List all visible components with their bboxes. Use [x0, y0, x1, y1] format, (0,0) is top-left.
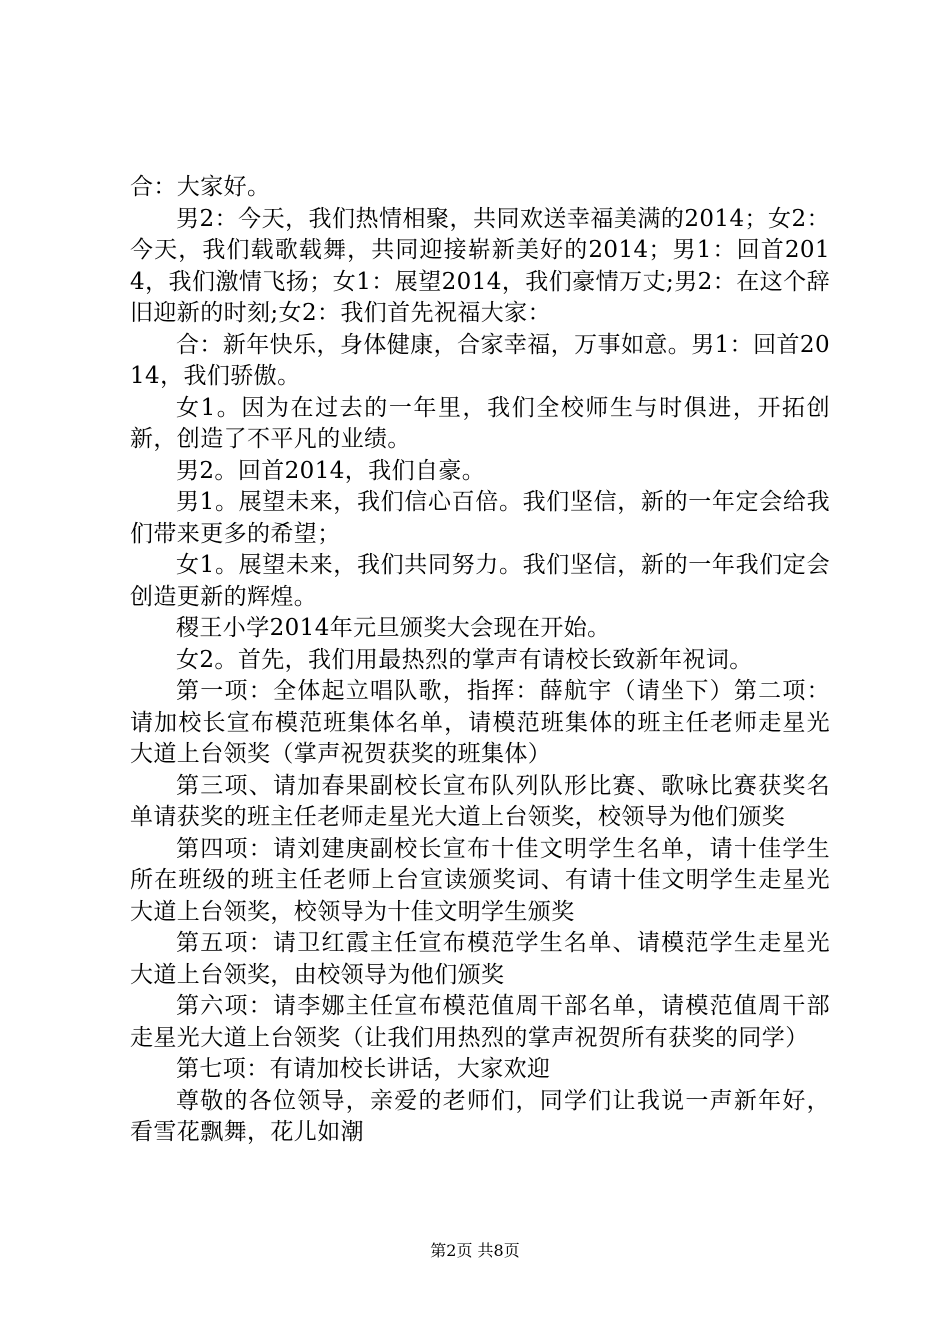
paragraph: 第四项：请刘建庚副校长宣布十佳文明学生名单，请十佳学生所在班级的班主任老师上台宣读颁奖词、有请十佳文明学生走星光大道上台领奖，校领导为十佳文明学生颁奖 [130, 835, 830, 925]
paragraph: 男2。回首2014，我们自豪。 [176, 457, 486, 484]
page-number-footer: 第2页 共8页 [430, 1241, 520, 1260]
paragraph: 女2。首先，我们用最热烈的掌声有请校长致新年祝词。 [176, 646, 753, 673]
paragraph: 尊敬的各位领导，亲爱的老师们，同学们让我说一声新年好，看雪花飘舞，花儿如潮 [130, 1087, 830, 1145]
paragraph: 合：大家好。 [130, 174, 271, 200]
paragraph: 第三项、请加春果副校长宣布队列队形比赛、歌咏比赛获奖名单请获奖的班主任老师走星光大道上台领奖，校领导为他们颁奖 [130, 772, 830, 830]
paragraph: 男1。展望未来，我们信心百倍。我们坚信，新的一年定会给我们带来更多的希望； [130, 489, 830, 547]
paragraph: 第六项：请李娜主任宣布模范值周干部名单，请模范值周干部走星光大道上台领奖（让我们用热烈的掌声祝贺所有获奖的同学） [130, 993, 830, 1051]
paragraph: 第一项：全体起立唱队歌，指挥：薛航宇（请坐下）第二项：请加校长宣布模范班集体名单，请模范班集体的班主任老师走星光大道上台领奖（掌声祝贺获奖的班集体） [130, 678, 830, 767]
paragraph: 第五项：请卫红霞主任宣布模范学生名单、请模范学生走星光大道上台领奖，由校领导为他们颁奖 [130, 930, 830, 988]
paragraph: 稷王小学2014年元旦颁奖大会现在开始。 [176, 615, 611, 641]
paragraph: 合：新年快乐，身体健康，合家幸福，万事如意。男1：回首2014，我们骄傲。 [130, 331, 830, 389]
paragraph: 女1。展望未来，我们共同努力。我们坚信，新的一年我们定会创造更新的辉煌。 [130, 552, 830, 610]
paragraph: 第七项：有请加校长讲话，大家欢迎 [176, 1056, 551, 1082]
paragraph: 女1。因为在过去的一年里，我们全校师生与时俱进，开拓创新，创造了不平凡的业绩。 [130, 394, 830, 452]
document-body [130, 172, 830, 1149]
paragraph: 男2：今天，我们热情相聚，共同欢送幸福美满的2014；女2：今天，我们载歌载舞，共同迎接崭新美好的2014；男1：回首2014，我们激情飞扬；女1：展望2014，我们豪情万丈;男2：在这个辞旧迎新的时刻;女2：我们首先祝福大家： [130, 205, 830, 326]
